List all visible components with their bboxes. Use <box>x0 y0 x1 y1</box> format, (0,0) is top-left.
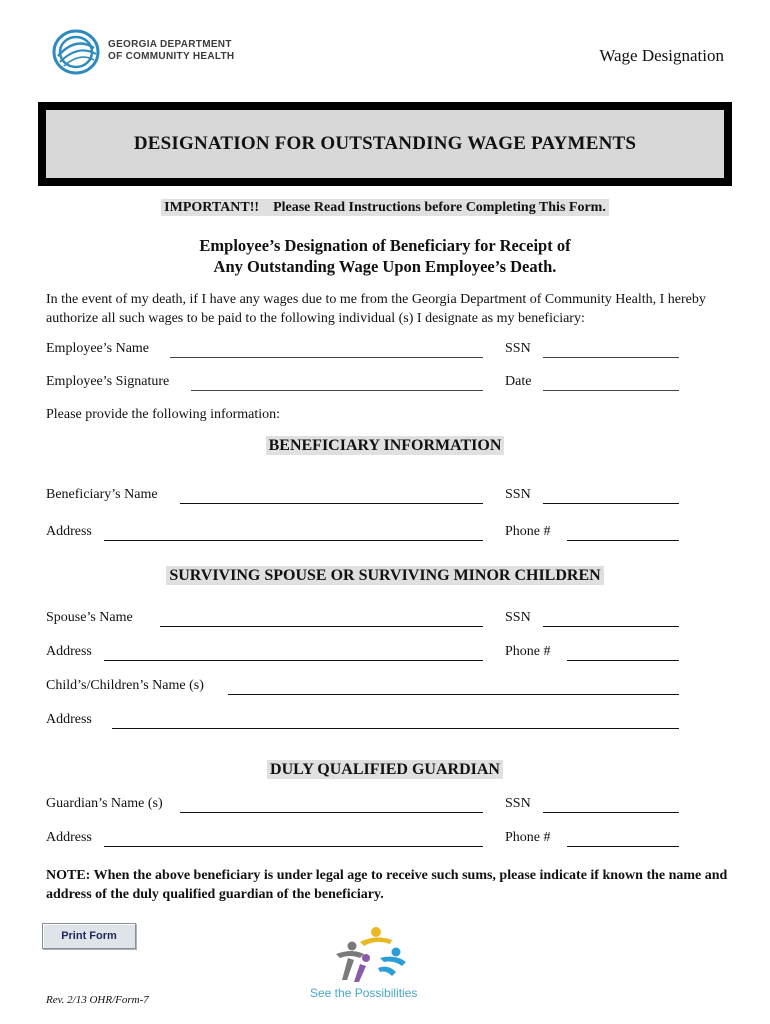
title-box <box>38 102 732 186</box>
guardian-name-label: Guardian’s Name (s) <box>46 796 163 811</box>
spouse-ssn-label: SSN <box>505 610 531 625</box>
guardian-heading-text: DULY QUALIFIED GUARDIAN <box>267 760 503 779</box>
intro-paragraph: In the event of my death, if I have any wages due to me from the Georgia Department of Community Health, I hereby authorize all such wages to be paid to the following individual (s) I designate as my beneficiary: <box>46 292 706 326</box>
employee-signature-label: Employee’s Signature <box>46 374 170 389</box>
logo-text <box>108 39 234 63</box>
provide-info-text: Please provide the following information: <box>46 407 281 422</box>
guardian-phone-label: Phone # <box>505 830 551 845</box>
guardian-address-label: Address <box>46 830 92 845</box>
spouse-address-field[interactable] <box>104 660 483 661</box>
revision-label: Rev. 2/13 OHR/Form-7 <box>46 994 149 1006</box>
important-notice-highlight <box>161 199 609 216</box>
beneficiary-phone-label: Phone # <box>505 524 551 539</box>
form-subheading <box>0 235 770 277</box>
children-name-label: Child’s/Children’s Name (s) <box>46 678 204 693</box>
tagline: See the Possibilities <box>310 986 418 1000</box>
guardian-address-field[interactable] <box>104 846 483 847</box>
dch-logo <box>50 26 250 78</box>
beneficiary-address-label: Address <box>46 524 92 539</box>
employee-name-field[interactable] <box>170 357 483 358</box>
guardian-note: NOTE: When the above beneficiary is under legal age to receive such sums, please indicate if known the name and address of the duly qualified guardian of the beneficiary. <box>46 868 728 902</box>
print-form-button[interactable]: Print Form <box>42 923 136 949</box>
spouse-name-field[interactable] <box>160 626 483 627</box>
guardian-ssn-field[interactable] <box>543 812 679 813</box>
employee-name-label: Employee’s Name <box>46 341 150 356</box>
important-text: Please Read Instructions before Completing This Form. <box>273 200 606 215</box>
spouse-phone-field[interactable] <box>567 660 679 661</box>
beneficiary-heading <box>0 437 770 455</box>
dch-logo-icon <box>50 26 102 78</box>
employee-date-field[interactable] <box>543 390 679 391</box>
beneficiary-ssn-label: SSN <box>505 487 531 502</box>
employee-date-label: Date <box>505 374 532 389</box>
subheading-line-2: Any Outstanding Wage Upon Employee’s Death. <box>213 257 557 276</box>
beneficiary-name-label: Beneficiary’s Name <box>46 487 158 502</box>
beneficiary-address-field[interactable] <box>104 540 483 541</box>
spouse-heading <box>0 567 770 585</box>
children-name-field[interactable] <box>228 694 679 695</box>
form-type-label: Wage Designation <box>599 46 724 65</box>
spouse-phone-label: Phone # <box>505 644 551 659</box>
employee-ssn-label: SSN <box>505 341 531 356</box>
children-address-field[interactable] <box>112 728 679 729</box>
guardian-ssn-label: SSN <box>505 796 531 811</box>
spouse-name-label: Spouse’s Name <box>46 610 133 625</box>
important-notice <box>0 200 770 216</box>
people-figures-icon <box>330 924 410 988</box>
beneficiary-ssn-field[interactable] <box>543 503 679 504</box>
guardian-phone-field[interactable] <box>567 846 679 847</box>
spouse-address-label: Address <box>46 644 92 659</box>
possibilities-emblem <box>330 924 410 988</box>
important-lead: IMPORTANT!! <box>164 200 260 215</box>
subheading-line-1: Employee’s Designation of Beneficiary for Receipt of <box>199 236 571 255</box>
logo-line-1: GEORGIA DEPARTMENT <box>108 39 232 50</box>
employee-signature-field[interactable] <box>191 390 483 391</box>
beneficiary-heading-text: BENEFICIARY INFORMATION <box>266 436 505 455</box>
logo-line-2: OF COMMUNITY HEALTH <box>108 51 235 62</box>
employee-ssn-field[interactable] <box>543 357 679 358</box>
page-title: DESIGNATION FOR OUTSTANDING WAGE PAYMENTS <box>133 133 637 154</box>
guardian-name-field[interactable] <box>180 812 483 813</box>
spouse-ssn-field[interactable] <box>543 626 679 627</box>
spouse-heading-text: SURVIVING SPOUSE OR SURVIVING MINOR CHILDREN <box>166 566 603 585</box>
guardian-heading <box>0 761 770 779</box>
children-address-label: Address <box>46 712 92 727</box>
title-box-inner <box>46 110 724 178</box>
beneficiary-name-field[interactable] <box>180 503 483 504</box>
beneficiary-phone-field[interactable] <box>567 540 679 541</box>
